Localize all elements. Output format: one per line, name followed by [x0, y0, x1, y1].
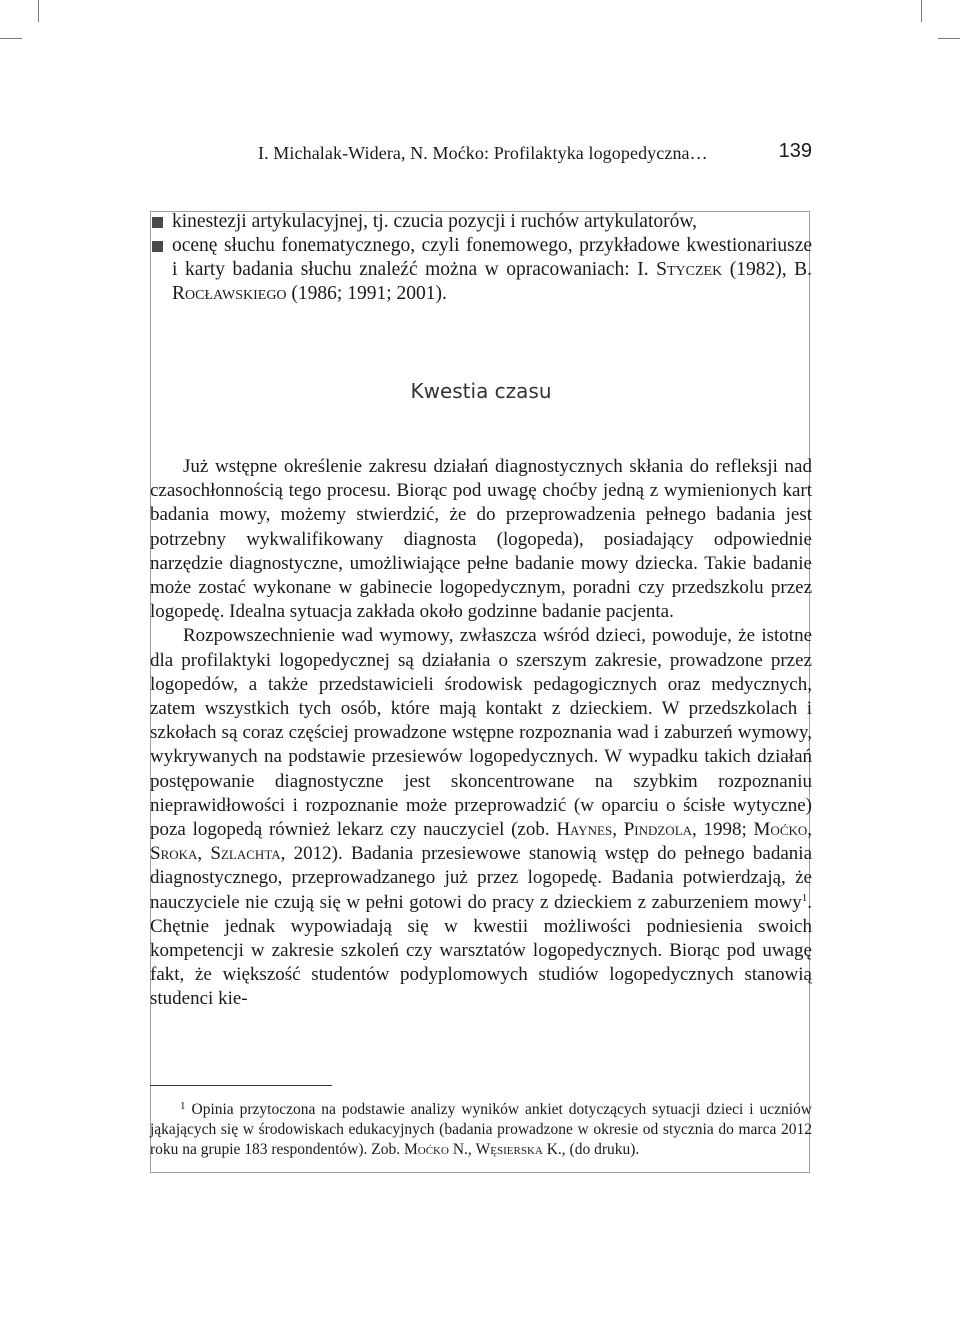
author-name: Styczek: [656, 259, 723, 280]
list-item-text: (1982), B.: [722, 259, 812, 280]
footnote-number: 1: [180, 1100, 186, 1112]
list-item: [150, 210, 812, 234]
paragraph: Już wstępne określenie zakresu działań diagnostycznych skłania do refleksji nad czasochłonnością tego procesu. Biorąc pod uwagę choćby jedną z wymienionych kart badania mowy, możemy stwierdzić, że do przeprowadzenia pełnego badania jest potrzebny wykwalifikowany diagnosta (logopeda), posiadający odpowiednie narzędzie diagnostyczne, umożliwiające pełne badanie mowy dziecka. Takie badanie może zostać wykonane w gabinecie logopedycznym, poradni czy przedszkolu przez logopedę. Idealna sytuacja zakłada około godzinne badanie pacjenta.: [150, 456, 812, 623]
square-bullet-icon: [152, 217, 163, 228]
author-name: Sroka: [150, 843, 198, 865]
bullet-list: [150, 210, 812, 306]
list-item: [150, 234, 812, 306]
footnote: $^1$ Opinia przytoczona na podstawie analizy wyników ankiet dotyczących sytuacji dzieci i uczniów jąkających się w środowiskach edukacyjnych (badania prowadzone w okresie od stycznia do marca 2012 roku na grupie 183 respondentów). Zob. Moćko N., Węsierska K., (do druku).: [150, 1100, 812, 1158]
author-name: Szlachta: [210, 843, 281, 865]
crop-mark: [38, 0, 39, 22]
paragraph: Rozpowszechnienie wad wymowy, zwłaszcza wśród dzieci, powoduje, że istotne dla profilaktyki logopedycznej są działania o szerszym zakresie, prowadzone przez logopedów, a także przedstawicieli środowisk pedagogicznych oraz medycznych, zatem wszystkich tych osób, które mają kontakt z dzieckiem. W przedszkolach i szkołach są coraz częściej prowadzone wstępne rozpoznania wad i zaburzeń wymowy, wykrywanych na podstawie przesiewów logopedycznych. W wypadku takich działań postępowanie diagnostyczne jest skoncentrowane na szybkim rozpoznaniu nieprawidłowości i rozpoznanie może przeprowadzić (w oparciu o ścisłe wytyczne) poza logopedą również lekarz czy nauczyciel (zob. Haynes, Pindzola, 1998; Moćko, Sroka, Szlachta, 2012). Badania przesiewowe stanowią wstęp do pełnego badania diagnostycznego, przeprowadzanego już przez logopedę. Badania potwierdzają, że nauczyciele nie czują się w pełni gotowi do pracy z dzieckiem z zaburzeniem mowy$^1$. Chętnie jednak wypowiadają się w kwestii możliwości podniesienia swoich kompetencji w zakresie szkoleń czy warsztatów logopedycznych. Biorąc pod uwagę fakt, że większość studentów podyplomowych studiów logopedycznych stanowią studenci kie-: [150, 625, 813, 1010]
page-number: 139: [778, 140, 812, 162]
section-heading: Kwestia czasu: [410, 379, 552, 403]
body-text: [150, 455, 812, 1012]
list-item-text: ocenę słuchu fonematycznego, czyli fonemowego, przykładowe kwestionariusze i karty badania słuchu znaleźć można w opracowaniach: I.: [172, 235, 812, 280]
running-header: [150, 142, 812, 166]
author-name: Węsierska: [475, 1141, 543, 1158]
footnote-reference[interactable]: 1: [801, 891, 808, 904]
running-title: I. Michalak-Widera, N. Moćko: Profilaktyka logopedyczna…: [258, 143, 708, 163]
author-name: Rocławskiego: [172, 283, 287, 304]
list-item-text: kinestezji artykulacyjnej, tj. czucia pozycji i ruchów artykulatorów,: [172, 211, 698, 232]
author-name: Moćko: [753, 819, 808, 841]
footnote-divider: [150, 1085, 332, 1086]
author-name: Pindzola: [623, 819, 693, 841]
author-name: Moćko: [403, 1141, 449, 1158]
list-item-text: (1986; 1991; 2001).: [286, 283, 447, 304]
crop-mark: [938, 38, 960, 39]
author-name: Haynes: [556, 819, 613, 841]
square-bullet-icon: [152, 241, 163, 252]
crop-mark: [921, 0, 922, 22]
crop-mark: [0, 38, 22, 39]
